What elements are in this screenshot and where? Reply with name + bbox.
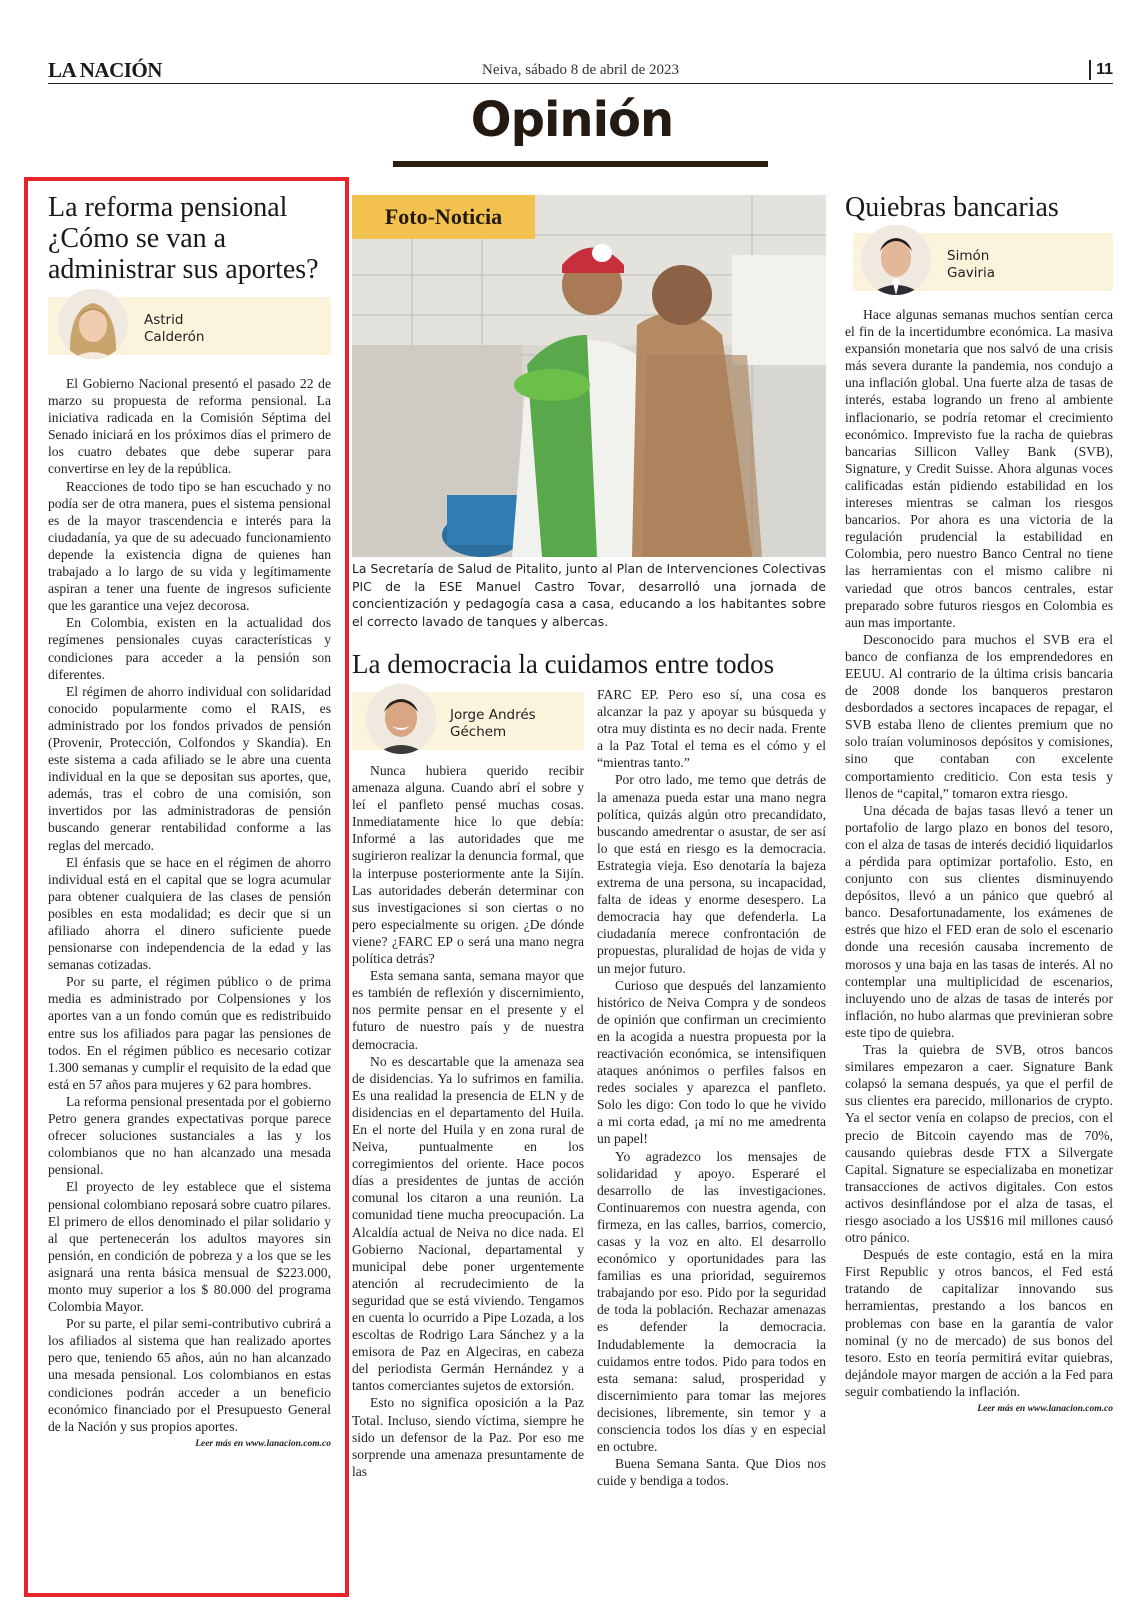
paragraph: FARC EP. Pero eso sí, una cosa es alcanzar la paz y apoyar su búsqueda y otra muy distinta es no decir nada. Frente a la Paz Total el tema es el cómo y el “mientras tanto.” — [597, 687, 826, 771]
section-title: Opinión — [470, 92, 674, 148]
paragraph: La reforma pensional presentada por el gobierno Petro genera grandes expectativas porque parece ofrecer soluciones sustanciales a las y los colombianos que no han alcanzado una mesada pensional. — [48, 1093, 331, 1178]
article-body-column-2 — [597, 686, 826, 1489]
author-photo-avatar — [861, 225, 931, 295]
paragraph: Curioso que después del lanzamiento histórico de Neiva Compra y de sondeos de opinión que confirman un crecimiento en la acogida a nuestra propuesta por la reactivación económica, se intensifiquen ataques anónimos o perfiles falsos en redes sociales y aparezca el panfleto. Solo les digo: Con todo lo que he vivido a mi corta edad, ¡a mí no me amedrenta un papel! — [597, 977, 826, 1147]
masthead — [48, 58, 1113, 84]
photo-caption: La Secretaría de Salud de Pitalito, junto al Plan de Intervenciones Colectivas PIC de la ESE Manuel Castro Tovar, desarrolló una jornada de concientización y pedagogía casa a casa, educando a los habitantes sobre el correcto lavado de tanques y albercas. — [352, 561, 826, 629]
article-pension-reform — [48, 192, 331, 1449]
article-body — [845, 306, 1113, 1400]
paragraph: Por su parte, el régimen público o de prima media es administrado por Colpensiones y los aportes van a un fondo común que es redistribuido entre sus los afiliados para pagar las pensiones de todos. En el régimen público es necesario cotizar 1.300 semanas y cumplir el requisito de la edad que está en 57 años para mujeres y 62 para hombres. — [48, 974, 331, 1092]
paragraph: No es descartable que la amenaza sea de disidencias. Ya lo sufrimos en familia. Es una realidad la presencia de ELN y de disidencias en el departamento del Huila. En el norte del Huila y en zona rural de Neiva, puntualmente en los corregimientos del oriente. Hace pocos días a presidentes de juntas de acción comunal los citaron a una reunión. La comunidad tiene mucha preocupación. La Alcaldía actual de Neiva no dice nada. El Gobierno Nacional, departamental y municipal debe poner urgentemente atención al recrudecimiento de la seguridad que se está viviendo. Tengamos en cuenta lo ocurrido a Pipe Lozada, a los escoltas de Rodrigo Lara Sánchez y a la emisora de Paz en Algeciras, en cabeza del periodista Germán Hernández y a tantos comerciantes sujetos de extorsión. — [352, 1053, 584, 1394]
paragraph: Hace algunas semanas muchos sentían cerca el fin de la incertidumbre económica. La masiva expansión monetaria que nos salvó de una crisis más severa durante la pandemia, nos condujo a una inflación global. Una fuerte alza de tasas de interés, estaba logrando un freno al ambiente inflacionario, se podría retomar el crecimiento económico. Imprevisto fue la racha de quiebras bancarias Sillicon Valley Bank (SVB), Signature, y Credit Suisse. Ahora algunas voces calificadas están pidiendo estabilidad en los intereses mientras se calman los riesgos bancarios. Por ahora es una victoria de la regulación prudencial la estabilidad en Colombia, pero nuestro Banco Central no tiene las herramientas con el mismo calibre ni variedad que otros bancos centrales, estar preparado sobre futuros riesgos en Colombia es aun mas importante. — [845, 307, 1113, 630]
paragraph: Reacciones de todo tipo se han escuchado y no podía ser de otra manera, pues el sistema pensional es de la mayor trascendencia e interés para la ciudadanía, ya que de su adecuado funcionamiento depende la existencia digna de quienes han trabajado a lo largo de su vida y legítimamente aspiran a tener una fuente de ingresos suficiente que les garantice una vejez decorosa. — [48, 478, 331, 614]
news-photo-illustration — [352, 195, 826, 557]
article-headline[interactable]: La democracia la cuidamos entre todos — [352, 649, 775, 679]
author-box — [853, 233, 1113, 291]
article-headline[interactable]: La reforma pensional ¿Cómo se van a administrar sus aportes? — [48, 192, 319, 285]
paragraph: Por su parte, el pilar semi-contributivo cubrirá a los afiliados al sistema que han realizado aportes pero que, teniendo 65 años, aún no han alcanzado una mesada pensional. Los colombianos en estas condiciones podrán acceder a un beneficio económico financiado por el Presupuesto General de la Nación y sus propios aportes. — [48, 1316, 331, 1434]
article-body-column-1 — [352, 762, 584, 1480]
paragraph: Por otro lado, me temo que detrás de la amenaza pueda estar una mano negra política, quizás algún otro precandidato, buscando amedrentar o asustar, de ser así lo que está en riesgo es la democracia. Estrategia vieja. Eso denotaría la bajeza extrema de una persona, su incapacidad, falta de ideas y enorme desespero. La democracia hay que defenderla. La ciudadanía merece confrontación de propuestas, pluralidad de hojas de vida y un mejor futuro. — [597, 772, 826, 976]
paragraph: Esta semana santa, semana mayor que es también de reflexión y discernimiento, nos permite pensar en el presente y el futuro de nuestro país y de nuestra democracia. — [352, 968, 584, 1052]
dateline: Neiva, sábado 8 de abril de 2023 — [481, 62, 680, 78]
paragraph: Tras la quiebra de SVB, otros bancos similares empezaron a caer. Signature Bank colapsó la semana después, ya que el perfil de sus clientes era parecido, millonarios de crypto. Ya el sector venía en colapso de precios, con el precio de Bitcoin cayendo mas de 70%, causando quiebras desde FTX a Silvergate Capital. Signature se especializaba en monetizar transacciones de activos digitales. Con estos activos desinflándose por el alza de tasas, el riesgo asociado a los US$16 mil millones causó otro pánico. — [845, 1042, 1113, 1246]
paragraph: El Gobierno Nacional presentó el pasado 22 de marzo su propuesta de reforma pensional. La iniciativa radicada en la Comisión Séptima del Senado iniciará en los próximos días el primero de los cuatro debates que debe superar para convertirse en ley de la república. — [48, 376, 331, 477]
author-box — [352, 692, 584, 750]
newspaper-logo[interactable]: LA NACIÓN — [48, 58, 162, 82]
author-box — [48, 297, 331, 355]
news-photo — [352, 195, 826, 557]
paragraph: Esto no significa oposición a la Paz Total. Incluso, siendo víctima, siempre he sido un defensor de la Paz. Por eso me sorprende una amenaza presuntamente de las — [352, 1395, 584, 1479]
paragraph: El proyecto de ley establece que el sistema pensional colombiano reposará sobre cuatro pilares. El primero de ellos denominado el pilar solidario y al que pertenecerán los adultos mayores sin pensión, en condición de pobreza y a los que se les asignará una renta básica mensual de $223.000, monto muy superior a los $ 80.000 del programa Colombia Mayor. — [48, 1179, 331, 1315]
foto-noticia-tag: Foto-Noticia — [352, 195, 535, 239]
article-bank-failures — [845, 192, 1113, 1414]
read-more-link[interactable]: Leer más en www.lanacion.com.co — [195, 1438, 331, 1449]
read-more-link[interactable]: Leer más en www.lanacion.com.co — [977, 1404, 1113, 1414]
author-photo-avatar — [366, 684, 436, 754]
paragraph: Después de este contagio, está en la mira First Republic y otros bancos, el Fed está tratando de capitalizar innovando sus herramientas, prestando a los bancos en problemas con base en la garantía de valor nominal (y no de mercado) de sus bonos del tesoro. Esto en teoría permitirá evitar quiebras, dejándole mayor margen de acción a la Fed para seguir combatiendo la inflación. — [845, 1247, 1113, 1399]
author-photo-avatar — [58, 289, 128, 359]
paragraph: El régimen de ahorro individual con solidaridad conocido popularmente como el RAIS, es administrado por los fondos privados de pensión (Provenir, Protección, Colfondos y Skandia). En este sistema a cada afiliado se le abre una cuenta individual en la que se depositan sus aportes, que, además, tras el cobro de una comisión, son invertidos por las administradoras de pensión buscando generar rentabilidad conforme a las reglas del mercado. — [48, 683, 331, 853]
author-name: Astrid Calderón — [144, 312, 205, 345]
paragraph: Desconocido para muchos el SVB era el banco de confianza de los emprendedores en EEUU. Al contrario de la última crisis bancaria de 2008 donde los banqueros prestaron desbordados a sectores incapaces de repagar, el SVB estaba lleno de clientes premium que no solo traían voluminosos depósitos y comisiones, sino que contaban con excelente comportamiento crediticio. Con esta tesis y llenos de “capital,” tomaron extra riesgo. — [845, 631, 1113, 801]
paragraph: Nunca hubiera querido recibir amenaza alguna. Cuando abrí el sobre y leí el panfleto pensé muchas cosas. Inmediatamente hice lo que debía: Informé a las autoridades que me sugirieron realizar la denuncia formal, que la interpuse posteriormente ante la Sijín. Las autoridades deberán determinar con sus investigaciones si son ciertas o no pero especialmente su origen. ¿De dónde viene? ¿FARC EP o será una mano negra política detrás? — [352, 763, 584, 967]
section-divider — [393, 161, 768, 167]
paragraph: El énfasis que se hace en el régimen de ahorro individual está en el capital que se logra acumular para obtener cualquiera de las clases de pensión posibles en esta modalidad; es decir que si un afiliado ahorra el dinero suficiente puede pensionarse con independencia de la edad y las semanas cotizadas. — [48, 854, 331, 973]
author-box-bg — [352, 692, 584, 750]
article-headline[interactable]: Quiebras bancarias — [845, 192, 1059, 223]
paragraph: Buena Semana Santa. Que Dios nos cuide y bendiga a todos. — [597, 1456, 826, 1489]
paragraph: Una década de bajas tasas llevó a tener un portafolio de largo plazo en bonos del tesoro, con el alza de tasas de interés decidió liquidarlos a pérdida para optimizar portafolio. Esto, en conjunto con sus clientes disminuyendo depósitos, llevó a un pánico que quebró al banco. Desafortunadamente, los exámenes de estrés que hizo el FED eran de solo el escenario donde una recesión causaba incremento de morosos y una baja en las tasas de interés. Al no contemplar una multiplicidad de escenarios, incluyendo uno de alzas de tasas de interés por inflación, no hubo alarmas que previnieran sobre este tipo de quiebra. — [845, 802, 1113, 1040]
page-number: 11 — [1089, 60, 1113, 80]
paragraph: Yo agradezco los mensajes de solidaridad y apoyo. Esperaré el desarrollo de las investigaciones. Continuaremos con nuestra agenda, con firmeza, en las calles, barrios, comercio, casas y la voz en alto. El desarrollo económico y oportunidades para las familias es una prioridad, seguiremos trabajando por eso. Pido por la seguridad de toda la población. Rechazar amenazas es defender la democracia. Indudablemente la democracia la cuidamos entre todos. Pido para todos en esta semana: salud, prosperidad y discernimiento para tomar las mejores decisiones, libremente, sin temor y a consciencia todos los días y en especial en octubre. — [597, 1148, 826, 1455]
article-body — [48, 375, 331, 1435]
author-name: Jorge Andrés Géchem — [450, 707, 536, 740]
author-name: Simón Gaviria — [947, 248, 996, 281]
paragraph: En Colombia, existen en la actualidad dos regímenes pensionales cuyas características y condiciones para acceder a la pensión son diferentes. — [48, 615, 331, 682]
